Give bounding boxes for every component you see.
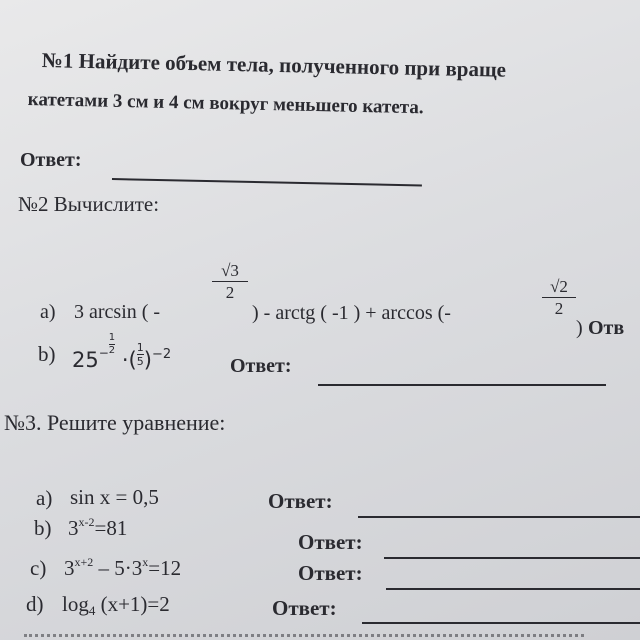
task2b-expression bbox=[72, 332, 172, 372]
task3c-exp2: x bbox=[142, 555, 149, 569]
task3d-base: 4 bbox=[88, 603, 96, 618]
task3b-exp: x-2 bbox=[78, 515, 95, 529]
task3c-base: 3 bbox=[64, 556, 75, 580]
task1-answer-label: Ответ: bbox=[20, 149, 82, 171]
task2b-label: b) bbox=[38, 342, 56, 366]
task2b-answer-label: Ответ: bbox=[230, 355, 292, 377]
task3b-base: 3 bbox=[68, 516, 79, 540]
task1-line2: катетами 3 см и 4 см вокруг меньшего катета. bbox=[27, 89, 424, 119]
task3d-expression bbox=[62, 592, 170, 618]
task2a-frac2-num: √2 bbox=[550, 277, 568, 296]
task3a-label: a) bbox=[36, 486, 53, 510]
task3-heading: №3. Решите уравнение: bbox=[4, 410, 226, 435]
task2b-paren-close: ) bbox=[143, 348, 152, 372]
task3c-expression bbox=[64, 555, 182, 580]
task2a-part1: 3 arcsin ( - bbox=[74, 301, 161, 323]
task2b-paren-open: ( bbox=[128, 348, 137, 372]
task2b-frac-den: 5 bbox=[136, 355, 144, 368]
task3c-exp: x+2 bbox=[74, 555, 94, 569]
task3b-label: b) bbox=[34, 516, 52, 540]
task2-heading: №2 Вычислите: bbox=[18, 192, 160, 216]
task2b-frac-num: 1 bbox=[136, 341, 144, 354]
task2a-fraction-sqrt2-over-2 bbox=[542, 278, 576, 317]
task3d-rest: (x+1)=2 bbox=[95, 592, 170, 616]
task1-line1: №1 Найдите объем тела, полученного при враще bbox=[41, 48, 507, 82]
task2b-dot: · bbox=[121, 348, 129, 372]
task3d-answer-line[interactable] bbox=[362, 622, 640, 624]
task3b-rest: =81 bbox=[94, 516, 128, 540]
task3d-answer-label: Ответ: bbox=[272, 596, 337, 620]
task2a-label: a) bbox=[40, 301, 56, 323]
task2b-fraction bbox=[137, 342, 144, 367]
task2a-fraction-sqrt3-over-2 bbox=[212, 262, 248, 301]
task3d-log: log bbox=[62, 592, 89, 616]
task2b-exp1-sign: − bbox=[98, 346, 109, 360]
task3b-answer-label: Ответ: bbox=[298, 530, 363, 554]
task2b-exp1-fraction bbox=[109, 333, 115, 356]
task3c-answer-label: Ответ: bbox=[298, 561, 363, 585]
task3c-mid: – 5·3 bbox=[93, 556, 143, 580]
task3d-label: d) bbox=[26, 592, 44, 616]
task3c-answer-line[interactable] bbox=[386, 588, 640, 590]
task3c-rest: =12 bbox=[148, 556, 182, 580]
task2a-answer-label: Отв bbox=[588, 317, 625, 339]
next-task-cutoff bbox=[0, 634, 640, 640]
task2b-exp2: −2 bbox=[151, 347, 172, 362]
task2a-frac1-num: √3 bbox=[221, 261, 239, 280]
task3a-answer-line[interactable] bbox=[358, 516, 640, 518]
task2a-part3: ) bbox=[576, 317, 583, 339]
task3b-answer-line[interactable] bbox=[384, 557, 640, 559]
task2a-frac1-den: 2 bbox=[225, 283, 235, 302]
task2b-exp1-num: 1 bbox=[108, 332, 116, 343]
task3b-expression bbox=[68, 515, 128, 540]
task1-answer-line[interactable] bbox=[112, 178, 422, 186]
task2a-frac2-den: 2 bbox=[554, 299, 564, 318]
task2a-part2: ) - arctg ( -1 ) + arccos (- bbox=[252, 302, 451, 324]
task2b-answer-line[interactable] bbox=[318, 384, 606, 386]
task3a-answer-label: Ответ: bbox=[268, 489, 333, 513]
task2b-base1: 25 bbox=[72, 348, 99, 372]
task3a-expression: sin x = 0,5 bbox=[70, 485, 159, 509]
task3c-label: c) bbox=[30, 556, 47, 580]
task2b-exp1-den: 2 bbox=[108, 345, 116, 356]
